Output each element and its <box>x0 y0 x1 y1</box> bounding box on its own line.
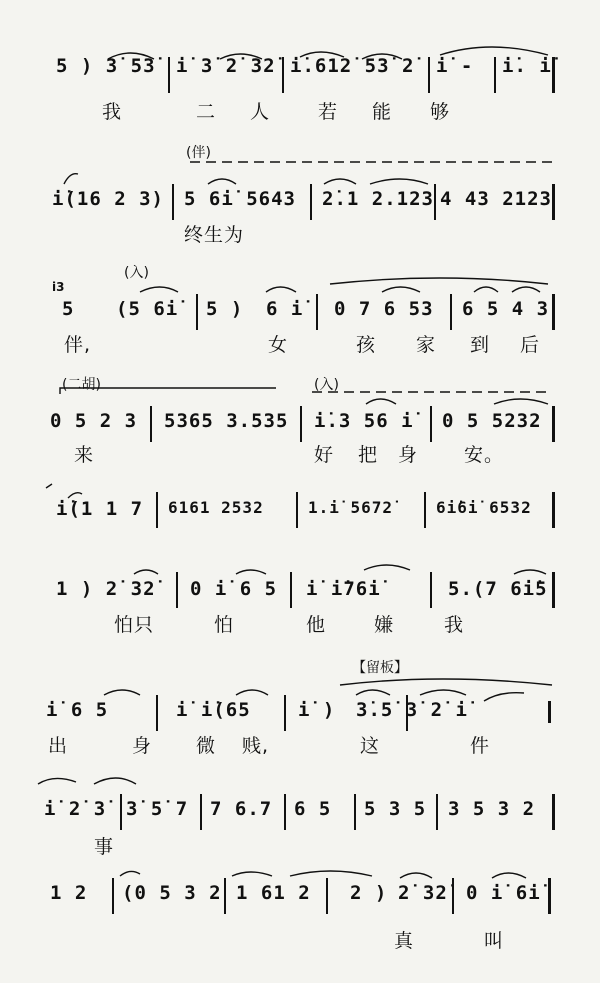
staff-system-5 <box>0 480 600 540</box>
barline <box>548 701 551 723</box>
lyric: 二 <box>196 101 217 123</box>
barline <box>552 492 555 528</box>
staff-system-9 <box>0 864 600 974</box>
barline <box>224 878 226 914</box>
measure: i̇ 6 5 <box>46 699 109 721</box>
measure: 6 i̇ <box>266 298 304 320</box>
barline <box>548 878 551 914</box>
barline <box>354 794 356 830</box>
lyric: 若 <box>318 101 339 123</box>
barline <box>300 406 302 442</box>
lyric: 后 <box>520 334 541 356</box>
barline <box>430 406 432 442</box>
staff-system-1 <box>0 45 600 125</box>
staff-system-6 <box>0 560 600 640</box>
measure: (5 6i̇ <box>116 298 179 320</box>
barline <box>284 695 286 731</box>
measure: 5 6i̇ 5643 <box>184 188 296 210</box>
measure: 5 ) <box>206 298 244 320</box>
barline <box>296 492 298 528</box>
measure: 5.(7 6i̇5 <box>448 578 548 600</box>
staff-system-3 <box>0 258 600 358</box>
barline <box>290 572 292 608</box>
lyric: 出 <box>48 735 69 757</box>
barline <box>434 184 436 220</box>
measure: 7 6.7 <box>210 798 273 820</box>
barline <box>120 794 122 830</box>
barline <box>552 184 555 220</box>
measure: 3 5 3 2 <box>448 798 536 820</box>
section-mark: (二胡) <box>62 377 101 393</box>
slur-marks <box>0 560 600 640</box>
barline <box>112 878 114 914</box>
lyric: 身 <box>132 735 153 757</box>
lyric: 他 <box>306 614 327 636</box>
lyric: 孩 <box>356 334 377 356</box>
measure: i̇(1 1 7 <box>56 498 144 520</box>
section-mark: (入) <box>124 265 149 281</box>
measure: 4 43 2123 <box>440 188 552 210</box>
lyric: 微 <box>196 735 217 757</box>
measure: i̇.3 56 i̇ <box>314 410 414 432</box>
staff-system-2 <box>0 140 600 246</box>
barline <box>452 878 454 914</box>
measure: i̇ 2̇ 3̇ <box>44 798 107 820</box>
lyric: 件 <box>470 735 491 757</box>
lyric: 够 <box>430 101 451 123</box>
barline <box>430 572 432 608</box>
measure: 2̇.1 2.123 <box>322 188 434 210</box>
lyric: 嫌 <box>374 614 395 636</box>
slur-marks <box>0 45 600 125</box>
lyric: 到 <box>470 334 491 356</box>
section-mark: 【留板】 <box>352 660 408 676</box>
measure: i̇(16 2 3) <box>52 188 164 210</box>
lyric: 来 <box>74 444 95 466</box>
barline <box>552 572 555 608</box>
measure: 6 5 <box>294 798 332 820</box>
section-mark: (入) <box>314 377 339 393</box>
measure: 0 i̇ 6i̇ <box>466 882 541 904</box>
measure: 2̇ 32̇ <box>398 882 448 904</box>
barline <box>450 294 452 330</box>
lyric: 我 <box>102 101 123 123</box>
measure: i̇ i̇76i̇ <box>306 578 381 600</box>
measure: (0 5 3 2 <box>122 882 222 904</box>
barline <box>552 794 555 830</box>
measure: 5365 3.535 <box>164 410 289 432</box>
section-mark: (伴) <box>186 145 211 161</box>
barline <box>156 695 158 731</box>
measure: 3̇ 5̇ 7 <box>126 798 189 820</box>
lyric: 这 <box>360 735 381 757</box>
lyric: 事 <box>94 836 115 858</box>
measure: i̇ i̇(65 <box>176 699 251 721</box>
measure: i̇. i̇ <box>502 55 552 77</box>
lyric: 安。 <box>464 444 505 466</box>
lyric: 好 <box>314 444 335 466</box>
barline <box>310 184 312 220</box>
measure: i̇ - <box>436 55 474 77</box>
barline <box>156 492 158 528</box>
measure: 1 ) 2̇ 32̇ <box>56 578 156 600</box>
lyric: 贱, <box>242 735 270 757</box>
measure: 5 <box>62 298 75 320</box>
lyric: 终生为 <box>184 224 245 246</box>
lyric: 伴, <box>64 334 92 356</box>
lyric: 真 <box>394 930 415 952</box>
barline <box>172 184 174 220</box>
measure: i̇ ) <box>298 699 336 721</box>
barline <box>316 294 318 330</box>
lyric: 家 <box>416 334 437 356</box>
grace-note: i3 <box>52 280 65 294</box>
measure: 0 i̇ 6 5 <box>190 578 278 600</box>
measure: 5 3 5 <box>364 798 427 820</box>
lyric: 怕只 <box>114 614 155 636</box>
measure: 5 ) 3̇ 53̇ <box>56 55 156 77</box>
measure: 2 ) <box>350 882 388 904</box>
measure: 1 61 2 <box>236 882 311 904</box>
measure: 6 5 4 3 <box>462 298 550 320</box>
measure: i̇ 3̇ 2̇ 32̇ <box>176 55 276 77</box>
staff-system-4 <box>0 370 600 470</box>
measure: 0 5 5232 <box>442 410 542 432</box>
barline <box>150 406 152 442</box>
measure: 1 2 <box>50 882 88 904</box>
measure: 6161 2532 <box>168 498 264 517</box>
barline <box>284 794 286 830</box>
staff-system-7 <box>0 655 600 755</box>
measure: 6i̇6i̇ 6532 <box>436 498 532 517</box>
barline <box>552 406 555 442</box>
lyric: 女 <box>268 334 289 356</box>
barline <box>424 492 426 528</box>
lyric: 我 <box>444 614 465 636</box>
barline <box>326 878 328 914</box>
barline <box>176 572 178 608</box>
measure: 3̇.5̇ 3̇ 2̇ i̇ <box>356 699 468 721</box>
measure: 1.i̇ 5672̇ <box>308 498 394 517</box>
staff-system-8 <box>0 768 600 858</box>
lyric: 怕 <box>214 614 235 636</box>
measure: i̇.612̇ 53̇ 2̇ <box>290 55 415 77</box>
measure: 0 5 2 3 <box>50 410 138 432</box>
lyric: 能 <box>372 101 393 123</box>
barline <box>200 794 202 830</box>
slur-marks <box>0 864 600 974</box>
lyric: 身 <box>398 444 419 466</box>
lyric: 把 <box>358 444 379 466</box>
measure: 0 7 6 53 <box>334 298 434 320</box>
barline <box>436 794 438 830</box>
lyric: 叫 <box>484 930 505 952</box>
barline <box>552 294 555 330</box>
lyric: 人 <box>250 101 271 123</box>
barline <box>196 294 198 330</box>
